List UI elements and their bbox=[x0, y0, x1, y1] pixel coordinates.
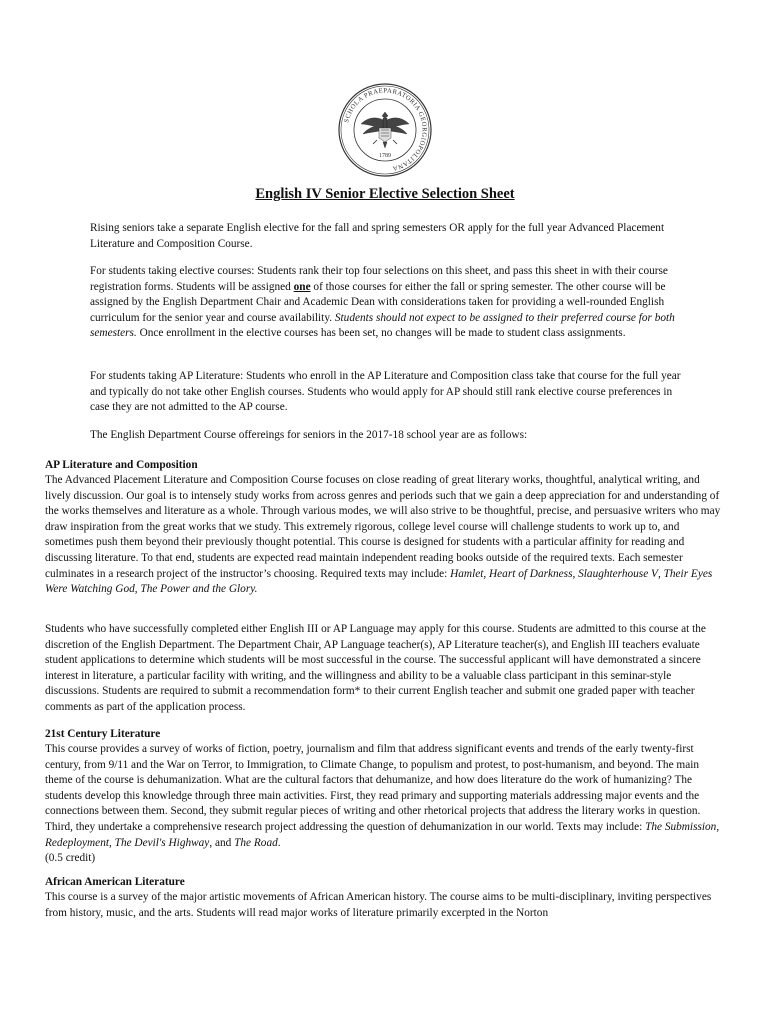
c21-text-4: The Road bbox=[234, 836, 278, 849]
aal-course-description: This course is a survey of the major artistic movements of African American history. The course aims to be multi-disciplinary, inviting perspectives from history, music, and the arts. Students will read major works of literature primarily excerpted in the Norton bbox=[45, 891, 712, 919]
school-seal-logo bbox=[337, 82, 433, 178]
ap-application-paragraph: Students who have successfully completed either English III or AP Language may apply for this course. Students are admitted to this course at the discretion of the English Department. The Department Chair, AP Language teacher(s), AP Literature teacher(s), and English III teachers evaluate student applications to determine which students will be most successful in the course. The successful applicant will have demonstrated a sincere interest in literature, a particular facility with writing, and the willingness and ability to be a valuable class participant in this seminar-style discussions. Students are required to submit a recommendation form* to their current English teacher and submit one graded paper with teacher comments as part of the application process. bbox=[45, 623, 706, 713]
c21-text-1: The Submission bbox=[645, 820, 717, 833]
c21-course-heading: 21st Century Literature bbox=[45, 728, 161, 740]
emphasis-one: one bbox=[293, 280, 311, 293]
ap-text-3: Their Eyes Were Watching God bbox=[45, 567, 713, 596]
c21-text-3: The Devil's Highway bbox=[114, 836, 210, 849]
page-title: English IV Senior Elective Selection Sheet bbox=[255, 186, 515, 202]
ap-paragraph: For students taking AP Literature: Students who enroll in the AP Literature and Composition class take that course for the full year and typically do not take other English courses. Students who would apply for AP should still rank elective course preferences in case they are not admitted to the AP course. bbox=[90, 370, 681, 414]
c21-course-description: This course provides a survey of works of fiction, poetry, journalism and film that address significant events and trends of the early twenty-first century, from 9/11 and the War on Terror, to Immigration, to Climate Change, to populism and protest, to post-humanism, and beyond. The main theme of the course is dehumanization. What are the cultural factors that dehumanize, and how does literature do the work of humanizing? The students develop this knowledge through three main activities. First, they read primary and supporting materials addressing major events and the connections between them. Second, they submit regular pieces of writing and other rhetorical projects that address the literary works in question. Third, they undertake a comprehensive research project addressing the question of dehumanization in our world. Texts may include: The Submission, Redeployment, The Devil's Highway, and The Road. (0.5 credit) bbox=[45, 743, 720, 865]
c21-text-2: Redeployment bbox=[45, 836, 109, 849]
elective-paragraph bbox=[90, 264, 685, 342]
intro-paragraph: Rising seniors take a separate English elective for the fall and spring semesters OR apply for the full year Advanced Placement Literature and Composition Course. bbox=[90, 222, 665, 250]
elective-text-3: Once enrollment in the elective courses has been set, no changes will be made to student class assignments. bbox=[136, 327, 626, 340]
c21-credit: (0.5 credit) bbox=[45, 852, 96, 865]
elective-text-1: For students taking elective courses: Students rank their top four selections on this sheet, and pass this sheet in with their course registration forms. Students will be assigned bbox=[90, 265, 668, 293]
elective-italic-note: Students should not expect to be assigned to their preferred course for both semesters. bbox=[90, 311, 675, 340]
seal-ring-text: SCHOLA PRAEPARATORIA GEORGIOPOLITANA bbox=[343, 87, 428, 172]
ap-text-4: The Power and the Glory. bbox=[140, 583, 258, 596]
ap-course-description: The Advanced Placement Literature and Composition Course focuses on close reading of great literary works, thoughtful, analytical writing, and lively discussion. Our goal is to intensely study works from across genres and periods such that we gain a deep appreciation for and understanding of the works themselves and literature as a whole. Through various modes, we will also strive to be thoughtful, precise, and persuasive writers who may draw inspiration from the great works that we study. This extremely rigorous, college level course will challenge students to work up to, and sometimes push them beyond their previously thought potential. This course is designed for students with a particular affinity for reading and discussing literature. To that end, students are expected read maintain independent reading books outside of the required texts. Each semester culminates in a research project of the instructor’s choosing. Required texts may include: Hamlet, Heart of Darkness, Slaughterhouse V, Their Eyes Were Watching God, The Power and the Glory. bbox=[45, 474, 721, 596]
ap-course-heading: AP Literature and Composition bbox=[45, 459, 198, 471]
seal-year: 1789 bbox=[379, 153, 391, 159]
aal-course-heading: African American Literature bbox=[45, 876, 185, 888]
c21-course-body: This course provides a survey of works of fiction, poetry, journalism and film that address significant events and trends of the early twenty-first century, from 9/11 and the War on Terror, to Immigration, to Climate Change, to populism and protest, to post-humanism, and beyond. The main theme of the course is dehumanization. What are the cultural factors that dehumanize, and how does literature do the work of humanizing? The students develop this knowledge through three main activities. First, they read primary and supporting materials addressing major events and the connections between them. Second, they submit regular pieces of writing and other rhetorical projects that address the literary works in question. Third, they undertake a comprehensive research project addressing the question of dehumanization in our world. Texts may include: bbox=[45, 743, 701, 833]
ap-text-2: Slaughterhouse V bbox=[578, 567, 658, 580]
offerings-paragraph: The English Department Course offereings for seniors in the 2017-18 school year are as follows: bbox=[90, 429, 528, 441]
elective-text-2: of those courses for either the fall or spring semester. The other course will be assigned by the English Department Chair and Academic Dean with considerations taken for providing a well-rounded English curriculum for the senior year and course availability. bbox=[90, 280, 666, 324]
ap-course-body: The Advanced Placement Literature and Composition Course focuses on close reading of great literary works, thoughtful, analytical writing, and lively discussion. Our goal is to intensely study works from across genres and periods such that we gain a deep appreciation for and understanding of the works themselves and literature as a whole. Through various modes, we will also strive to be thoughtful, precise, and persuasive writers who may draw inspiration from the great works that we study. This extremely rigorous, college level course will challenge students to work up to, and sometimes push them beyond their previously thought potential. This course is designed for students with a particular affinity for reading and discussing literature. To that end, students are expected read maintain independent reading books outside of the required texts. Each semester culminates in a research project of the instructor’s choosing. Required texts may include: bbox=[45, 474, 721, 580]
ap-text-1: Hamlet, Heart of Darkness bbox=[450, 567, 573, 580]
